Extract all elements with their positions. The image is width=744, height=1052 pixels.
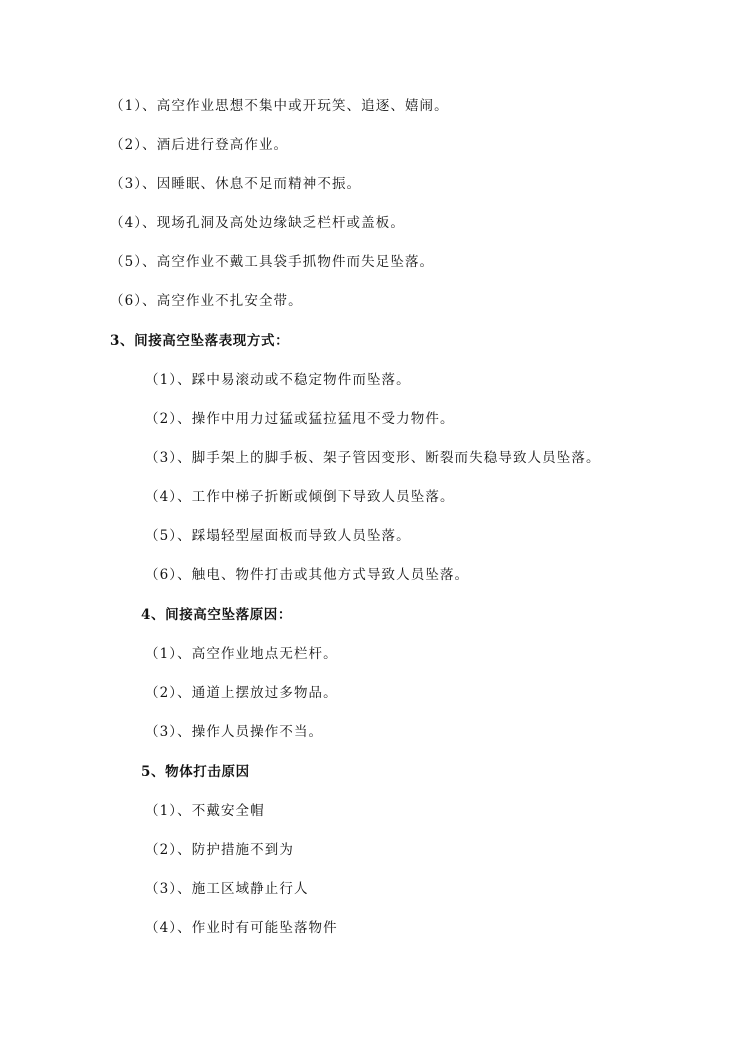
list-item: （2）、防护措施不到为 — [145, 842, 294, 858]
list-item: （4）、作业时有可能坠落物件 — [145, 920, 338, 936]
list-item: （5）、踩塌轻型屋面板而导致人员坠落。 — [145, 528, 411, 544]
list-item: （3）、因睡眠、休息不足而精神不振。 — [110, 176, 362, 192]
list-item: （1）、高空作业地点无栏杆。 — [145, 646, 338, 662]
section-heading: 3、间接高空坠落表现方式： — [110, 333, 290, 349]
list-item: （2）、酒后进行登高作业。 — [110, 137, 289, 153]
list-item: （4）、工作中梯子折断或倾倒下导致人员坠落。 — [145, 489, 455, 505]
list-item: （3）、施工区域静止行人 — [145, 881, 309, 897]
list-item: （5）、高空作业不戴工具袋手抓物件而失足坠落。 — [110, 254, 435, 270]
list-item: （1）、踩中易滚动或不稳定物件而坠落。 — [145, 372, 411, 388]
list-item: （6）、触电、物件打击或其他方式导致人员坠落。 — [145, 567, 470, 583]
section-heading: 5、物体打击原因 — [141, 764, 250, 780]
list-item: （3）、操作人员操作不当。 — [145, 724, 324, 740]
list-item: （3）、脚手架上的脚手板、架子管因变形、断裂而失稳导致人员坠落。 — [145, 450, 601, 466]
list-item: （4）、现场孔洞及高处边缘缺乏栏杆或盖板。 — [110, 215, 405, 231]
list-item: （2）、操作中用力过猛或猛拉猛甩不受力物件。 — [145, 411, 455, 427]
list-item: （2）、通道上摆放过多物品。 — [145, 685, 338, 701]
list-item: （1）、不戴安全帽 — [145, 803, 265, 819]
list-item: （6）、高空作业不扎安全带。 — [110, 293, 303, 309]
list-item: （1）、高空作业思想不集中或开玩笑、追逐、嬉闹。 — [110, 98, 449, 114]
section-heading: 4、间接高空坠落原因： — [141, 607, 292, 623]
